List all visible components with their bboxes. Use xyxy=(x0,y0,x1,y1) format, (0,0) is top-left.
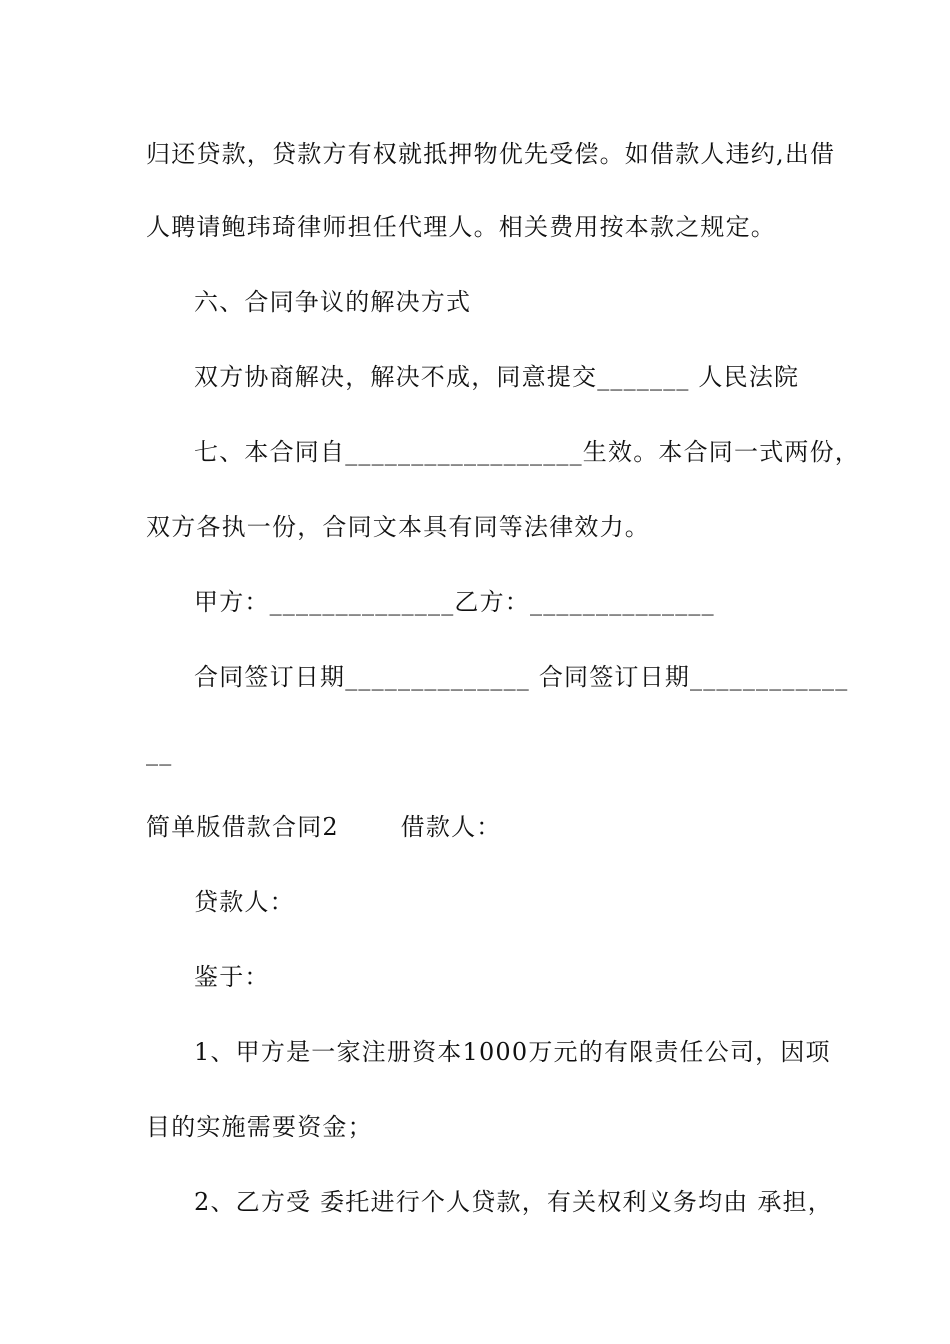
section-heading: 六、合同争议的解决方式 xyxy=(194,288,472,316)
paragraph-line: 归还贷款，贷款方有权就抵押物优先受偿。如借款人违约,出借 xyxy=(146,140,836,168)
paragraph-line: 鉴于： xyxy=(194,963,270,991)
paragraph-line: 双方各执一份，合同文本具有同等法律效力。 xyxy=(146,513,650,541)
document-title: 简单版借款合同2 借款人： xyxy=(146,813,502,841)
paragraph-line: 1、甲方是一家注册资本1000万元的有限责任公司，因项 xyxy=(194,1038,831,1066)
paragraph-line: 人聘请鲍玮琦律师担任代理人。相关费用按本款之规定。 xyxy=(146,213,776,241)
paragraph-line: 目的实施需要资金； xyxy=(146,1113,373,1141)
paragraph-line: 双方协商解决，解决不成，同意提交_______ 人民法院 xyxy=(194,363,800,391)
paragraph-line: 2、乙方受 委托进行个人贷款，有关权利义务均由 承担， xyxy=(194,1188,833,1216)
signature-line: 甲方：______________乙方：______________ xyxy=(194,588,715,616)
paragraph-line: __ xyxy=(146,738,173,766)
date-line: 合同签订日期______________ 合同签订日期____________ xyxy=(194,663,849,691)
section-heading: 七、本合同自__________________生效。本合同一式两份， xyxy=(194,438,860,466)
paragraph-line: 贷款人： xyxy=(194,888,295,916)
